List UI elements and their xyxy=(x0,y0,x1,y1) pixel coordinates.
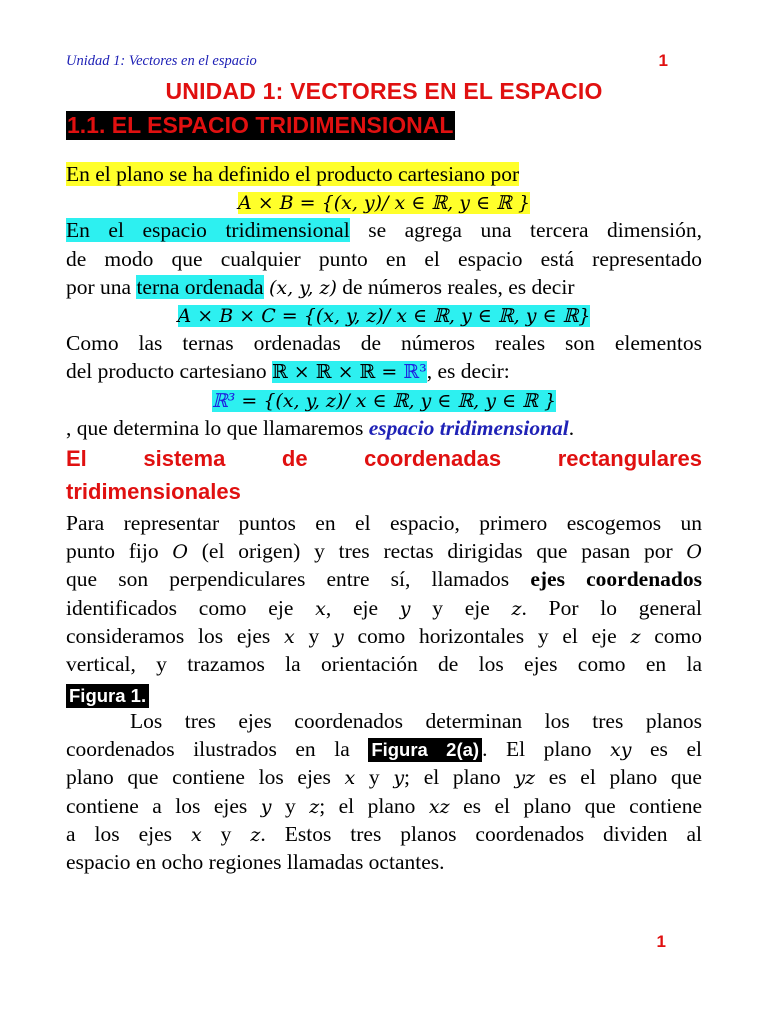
intro-line-10-a: , que determina lo que llamaremos xyxy=(66,415,369,440)
figure-2a-reference: Figura 2(a) xyxy=(368,738,482,762)
para2-line-2-c: es el xyxy=(631,737,702,762)
para1-line-4-d: . Por lo general xyxy=(521,595,703,620)
paragraph-1 xyxy=(66,509,702,709)
axis-y-symbol: y xyxy=(333,625,344,648)
axis-x-symbol: x xyxy=(315,597,326,620)
intro-line-5-highlight: terna ordenada xyxy=(136,274,264,299)
para2-line-3-a: plano que contiene los ejes xyxy=(66,765,345,790)
intro-line-10-end: . xyxy=(568,415,575,440)
para2-line-5-b: y xyxy=(201,821,251,846)
para1-line-4-b: , eje xyxy=(325,595,400,620)
intro-line-3-rest: se agrega una tercera dimensión, xyxy=(349,218,702,243)
para2-line-4-b: y xyxy=(271,793,310,818)
origin-symbol-2: O xyxy=(686,541,702,564)
axis-y-symbol: y xyxy=(260,795,272,818)
section-title xyxy=(66,112,455,139)
intro-line-8-a: del producto cartesiano xyxy=(66,359,272,384)
para2-line-3-d: es el plano que xyxy=(535,765,702,790)
para2-line-6: espacio en ocho regiones llamadas octantes. xyxy=(66,849,445,874)
subheading-rectangular-coordinates xyxy=(66,442,702,508)
intro-line-1: En el plano se ha definido el producto cartesiano por xyxy=(66,162,520,186)
intro-line-8-rest: , es decir: xyxy=(426,359,510,384)
para2-line-4-c: ; el plano xyxy=(319,793,429,818)
para1-line-4-c: y eje xyxy=(410,595,512,620)
term-espacio-tridimensional: espacio tridimensional xyxy=(368,415,569,440)
para1-line-2-b: (el origen) y tres rectas dirigidas que pasan por xyxy=(187,539,687,564)
para2-line-4-d: es el plano que contiene xyxy=(449,793,703,818)
intro-line-5-a: por una xyxy=(66,274,137,299)
para1-line-6: vertical, y trazamos la orientación de los ejes como en la xyxy=(66,651,702,676)
axis-x-symbol: x xyxy=(344,767,356,790)
intro-line-3-highlight: En el espacio tridimensional xyxy=(66,218,350,243)
equation-a-times-b: A × B = {(x, y)/ x ∈ ℝ, y ∈ ℝ } xyxy=(237,192,531,215)
term-ejes-coordenados: ejes coordenados xyxy=(530,567,702,592)
origin-symbol: O xyxy=(172,541,188,564)
para1-line-4-a: identificados como eje xyxy=(66,595,316,620)
para2-line-5-a: a los ejes xyxy=(66,821,191,846)
para1-line-5-d: como xyxy=(640,623,702,648)
plane-xy-symbol: xy xyxy=(610,739,632,762)
section-title-text: 1.1. EL ESPACIO TRIDIMENSIONAL xyxy=(67,112,454,138)
para2-line-1: Los tres ejes coordenados determinan los tres planos xyxy=(130,709,702,733)
para1-line-3-a: que son perpendiculares entre sí, llamados xyxy=(66,567,531,592)
figure-1-reference: Figura 1. xyxy=(66,684,149,708)
subheading-line-2: tridimensionales xyxy=(66,479,241,504)
ordered-triple-math: (x, y, z) xyxy=(268,276,337,299)
intro-block xyxy=(66,160,702,442)
para1-line-5-c: como horizontales y el eje xyxy=(343,623,631,648)
axis-z-symbol: z xyxy=(250,823,261,846)
subheading-line-1: El sistema de coordenadas rectangulares xyxy=(66,446,702,471)
para1-line-1: Para representar puntos en el espacio, primero escogemos un xyxy=(66,511,702,535)
equation-r3-symbol: ℝ³ xyxy=(211,389,236,412)
unit-title: UNIDAD 1: VECTORES EN EL ESPACIO xyxy=(165,78,603,104)
axis-z-symbol: z xyxy=(511,597,522,620)
axis-x-symbol: x xyxy=(284,625,295,648)
axis-z-symbol: z xyxy=(630,625,641,648)
para2-line-2-a: coordenados ilustrados en la xyxy=(66,737,369,762)
para2-line-2-b: . El plano xyxy=(482,737,610,762)
intro-line-5-rest: de números reales, es decir xyxy=(336,274,575,299)
para1-line-5-a: consideramos los ejes xyxy=(66,623,285,648)
plane-xz-symbol: xz xyxy=(428,795,450,818)
axis-y-symbol: y xyxy=(393,767,405,790)
axis-z-symbol: z xyxy=(309,795,320,818)
paragraph-2 xyxy=(66,707,702,876)
running-header-page-number: 1 xyxy=(658,51,668,70)
running-header xyxy=(66,51,702,73)
axis-x-symbol: x xyxy=(190,823,202,846)
equation-r3-definition: = {(x, y, z)/ x ∈ ℝ, y ∈ ℝ, y ∈ ℝ } xyxy=(235,389,557,412)
axis-y-symbol: y xyxy=(399,597,411,620)
para2-line-4-a: contiene a los ejes xyxy=(66,793,261,818)
intro-line-7: Como las ternas ordenadas de números reales son elementos xyxy=(66,331,702,356)
para2-line-3-b: y xyxy=(355,765,394,790)
para1-line-2-a: punto fijo xyxy=(66,539,173,564)
para2-line-5-c: . Estos tres planos coordenados dividen al xyxy=(260,821,702,846)
para1-line-5-b: y xyxy=(294,623,333,648)
footer-page-number: 1 xyxy=(656,932,666,951)
equation-r-cubed: ℝ³ xyxy=(403,361,427,384)
intro-line-4: de modo que cualquier punto en el espacio está representado xyxy=(66,246,702,271)
running-header-title: Unidad 1: Vectores en el espacio xyxy=(66,53,257,69)
equation-a-times-b-times-c: A × B × C = {(x, y, z)/ x ∈ ℝ, y ∈ ℝ, y ∈ ℝ} xyxy=(177,304,591,327)
equation-r-product: ℝ × ℝ × ℝ = xyxy=(271,361,404,384)
plane-yz-symbol: yz xyxy=(514,767,536,790)
para2-line-3-c: ; el plano xyxy=(404,765,515,790)
